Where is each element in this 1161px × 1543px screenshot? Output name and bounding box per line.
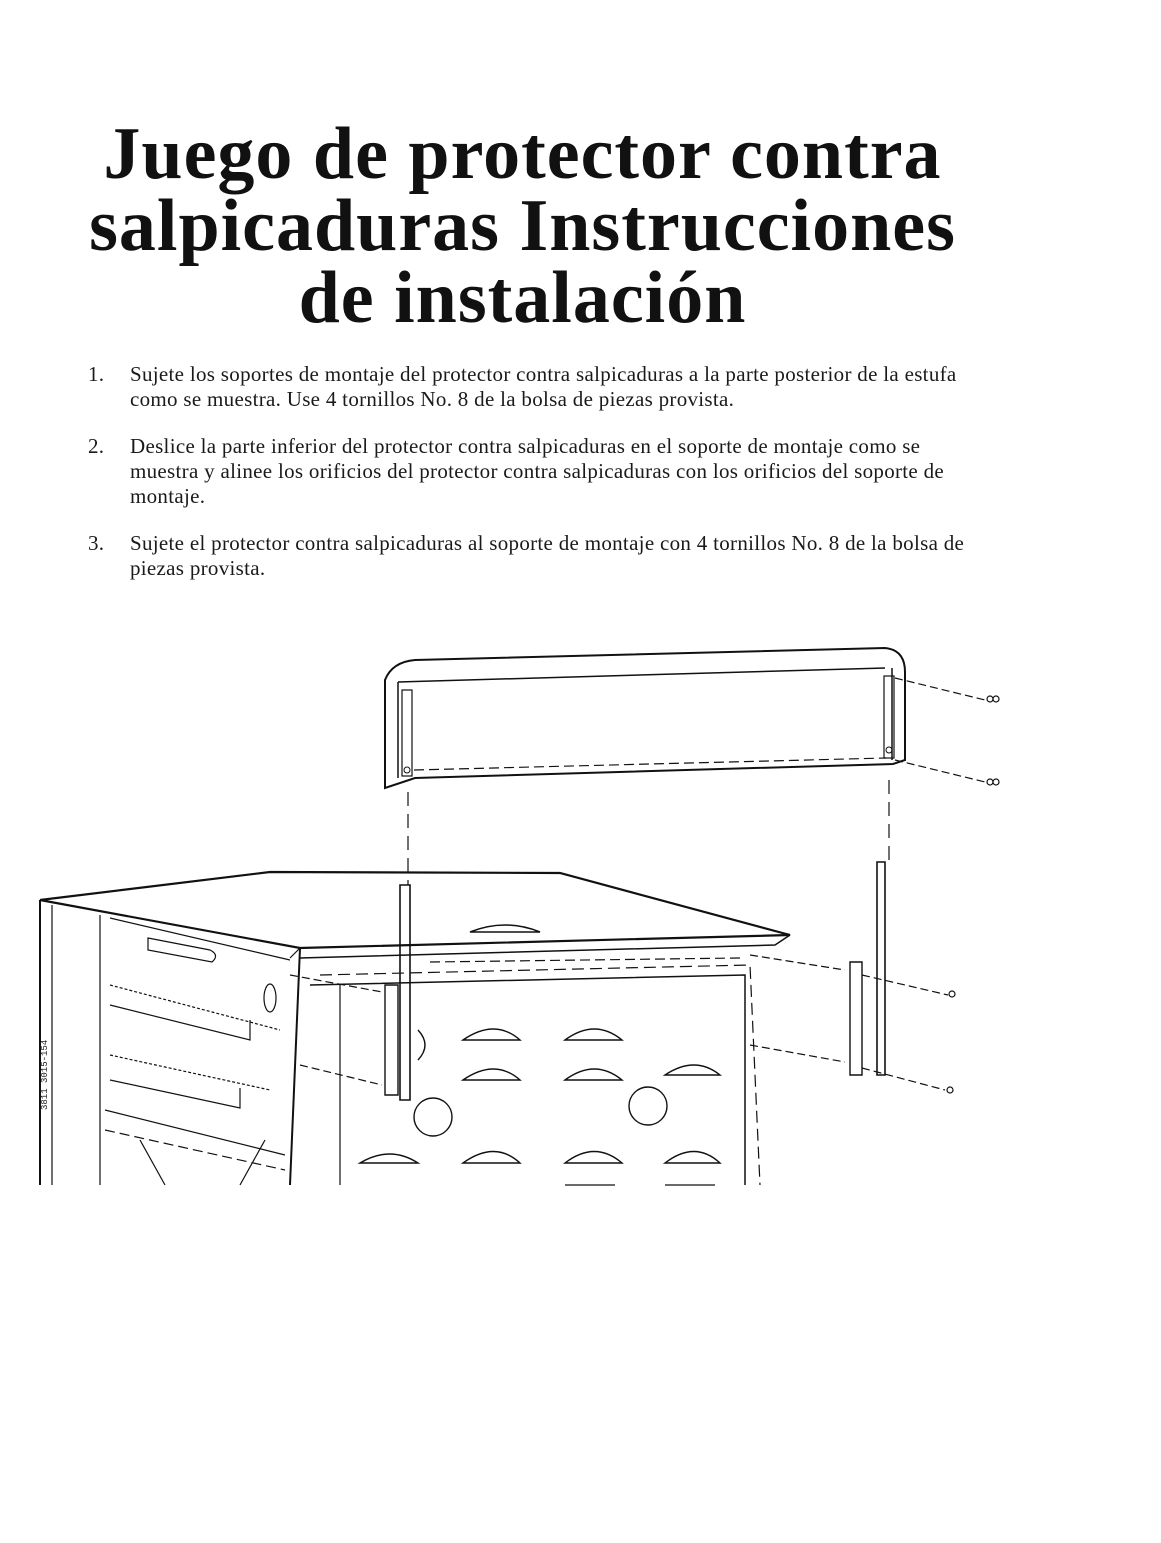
stove-body [40, 872, 790, 1185]
page-title [0, 113, 1045, 339]
step-text: Sujete el protector contra salpicaduras al soporte de montaje con 4 tornillos No. 8 de la bolsa de piezas provista. [130, 531, 965, 580]
instruction-step [88, 362, 988, 412]
screw-icon [862, 1068, 953, 1093]
step-number: 2. [88, 434, 105, 458]
screw-icon [895, 678, 999, 702]
instruction-list [88, 362, 988, 581]
instruction-step [88, 531, 988, 581]
step-text: Sujete los soportes de montaje del protector contra salpicaduras a la parte posterior de la estufa como se muestra. Use 4 tornillos No. 8 de la bolsa de piezas provista. [130, 362, 957, 411]
installation-diagram [0, 640, 1161, 1200]
mounting-bracket-right [750, 862, 885, 1075]
title-line-2: salpicaduras Instrucciones [89, 185, 956, 267]
title-line-1: Juego de protector contra [103, 113, 942, 195]
part-number: 3811 3015-154 [40, 1039, 50, 1110]
mounting-bracket-left [290, 885, 410, 1100]
step-number: 1. [88, 362, 105, 386]
screw-icon [895, 760, 999, 785]
step-number: 3. [88, 531, 105, 555]
splash-guard-panel [385, 648, 905, 788]
step-text: Deslice la parte inferior del protector contra salpicaduras en el soporte de montaje como se muestra y alinee los orificios del protector contra salpicaduras con los orificios del soporte de montaje. [130, 434, 945, 508]
instruction-step [88, 434, 988, 509]
title-line-3: de instalación [298, 257, 747, 339]
screw-icon [862, 975, 955, 997]
